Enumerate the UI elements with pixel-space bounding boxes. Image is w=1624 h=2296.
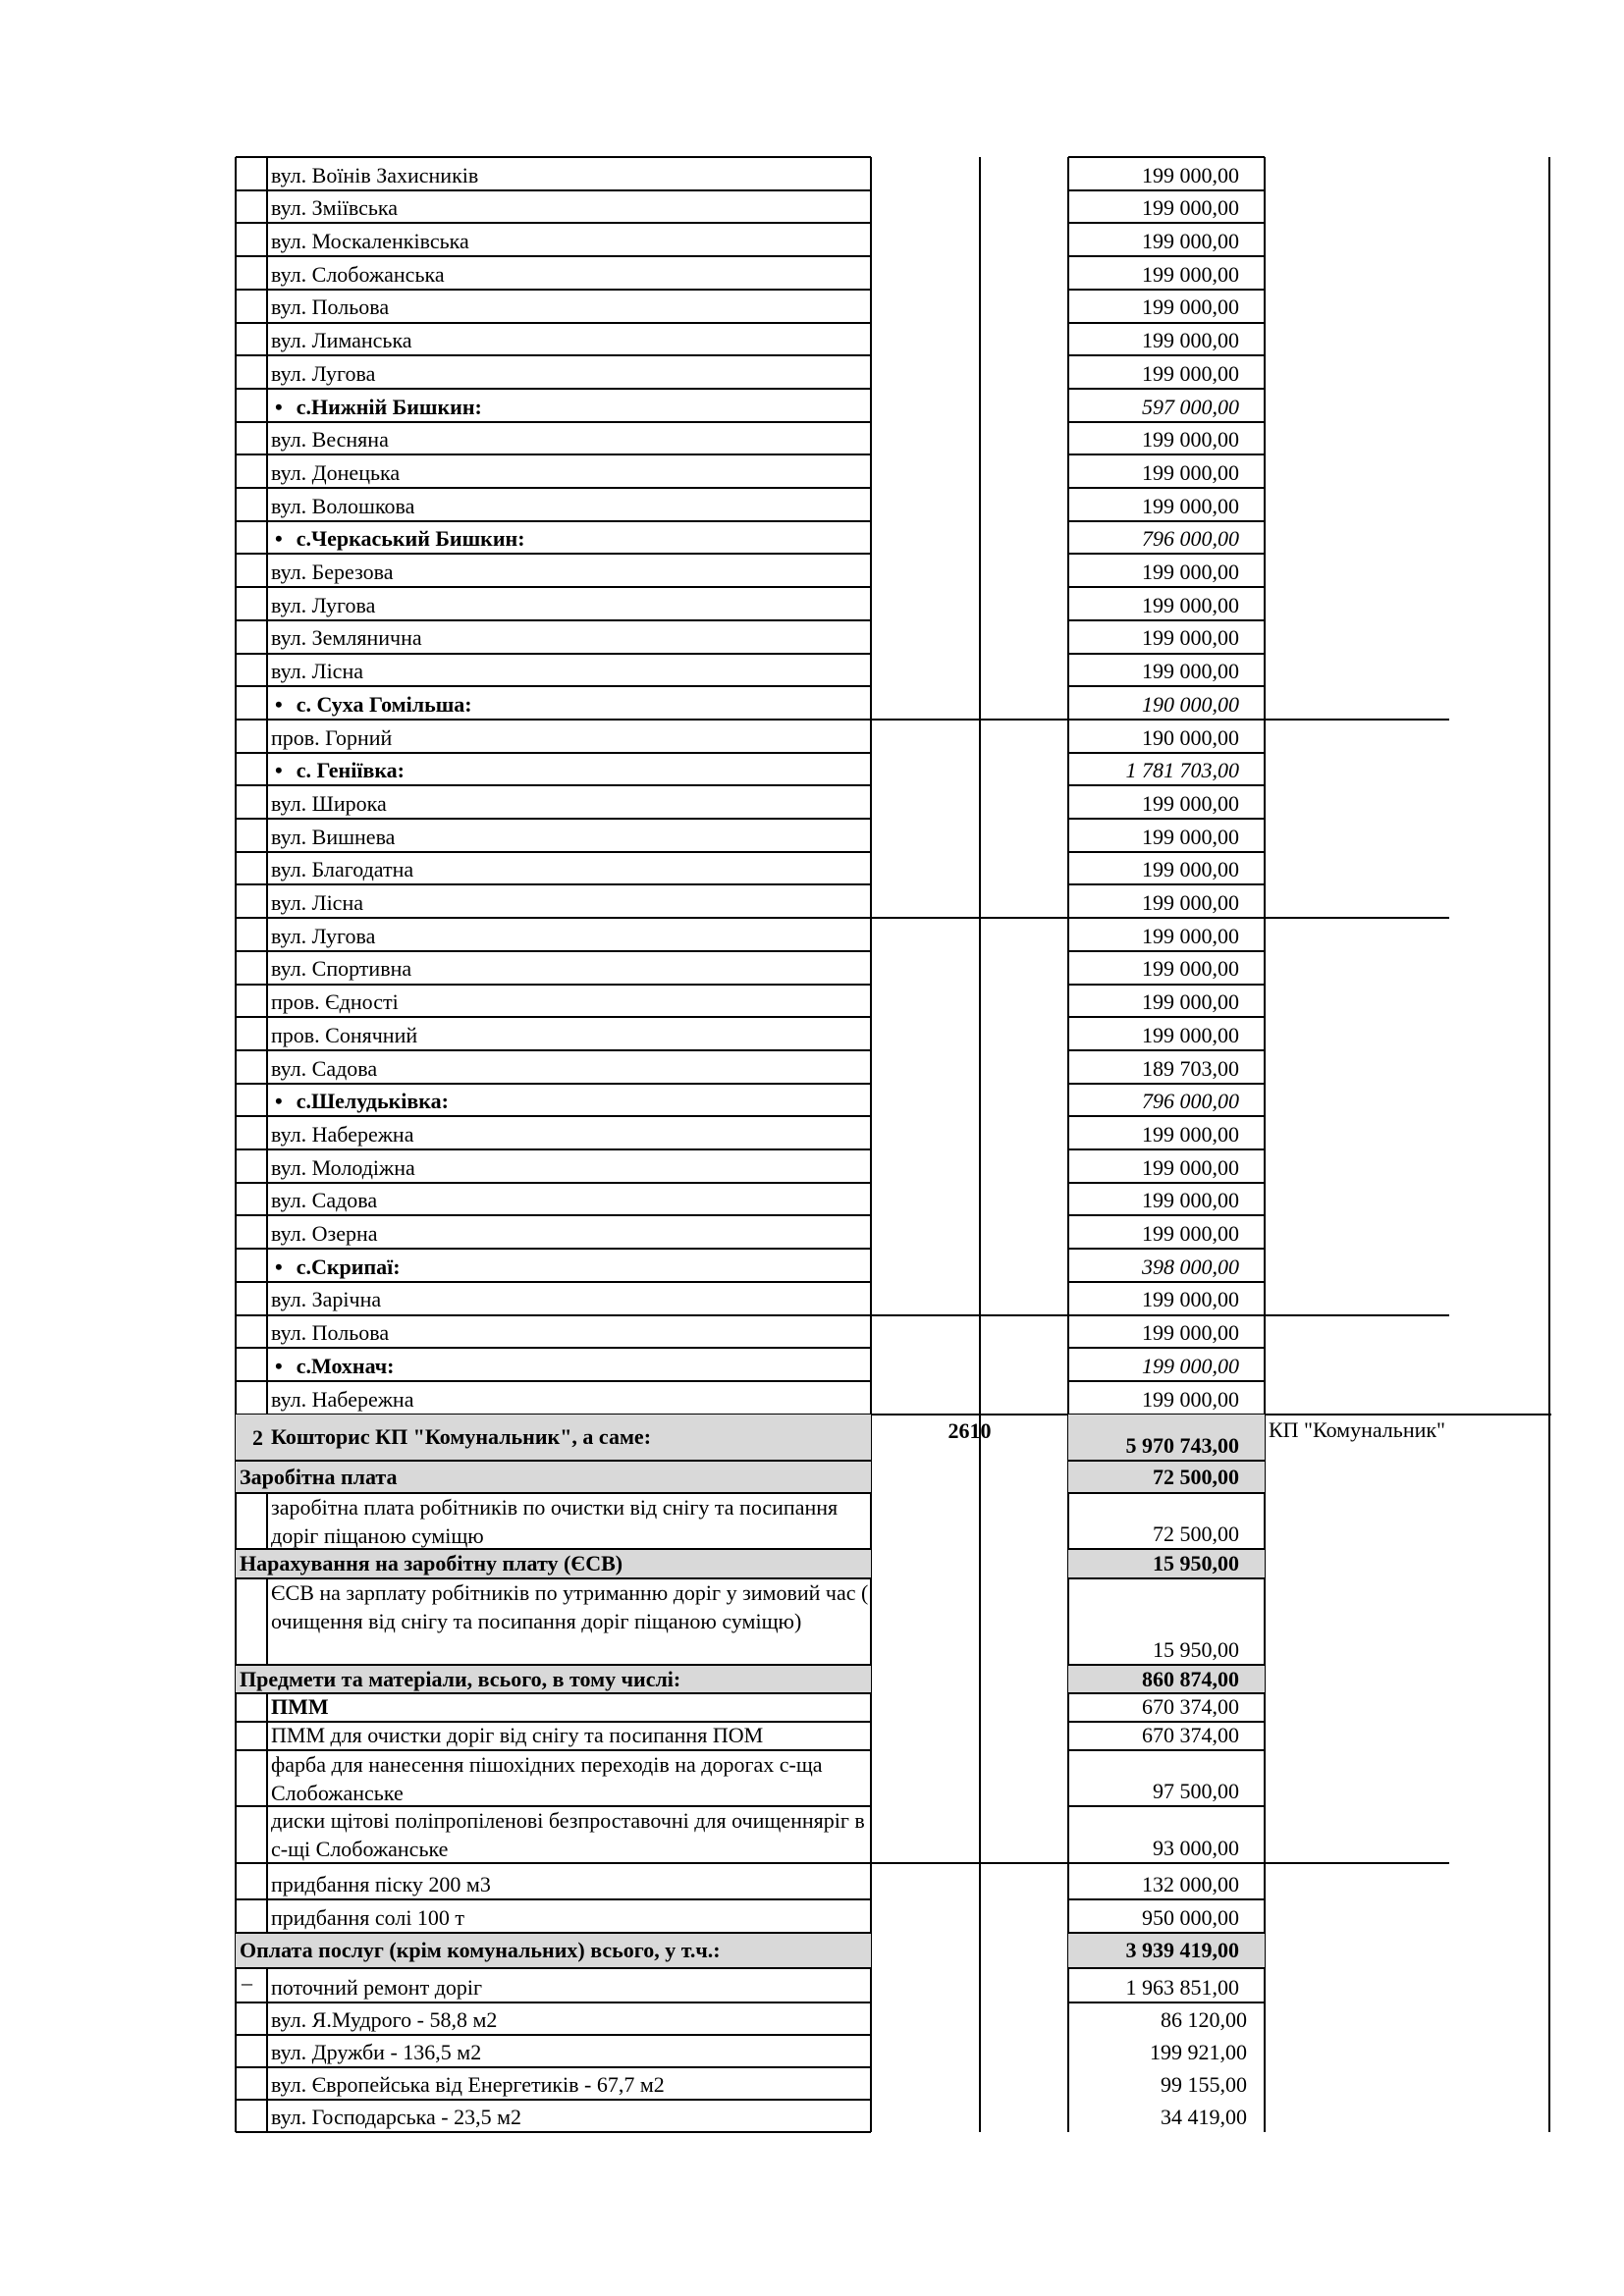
street-amount: 199 000,00 <box>1142 1221 1239 1247</box>
street-name: вул. Польова <box>271 1320 390 1346</box>
grid-line <box>236 1664 871 1666</box>
street-name: вул. Воїнів Захисників <box>271 162 479 187</box>
category-title: Заробітна плата <box>240 1464 398 1489</box>
responsible-org: КП "Комунальник" <box>1268 1416 1446 1442</box>
street-name: вул. Лугова <box>271 923 376 948</box>
item-amount: 670 374,00 <box>1142 1723 1239 1747</box>
section-title: Кошторис КП "Комунальник", а саме: <box>271 1424 652 1450</box>
category-amount: 860 874,00 <box>1142 1666 1239 1691</box>
street-amount: 199 000,00 <box>1142 459 1239 485</box>
village-name: • с. Суха Гомільша: <box>267 686 871 720</box>
street-name: вул. Волошкова <box>271 493 415 518</box>
grid-line <box>266 1968 268 2002</box>
dash-marker: – <box>242 1970 252 1995</box>
category-title: Оплата послуг (крім комунальних) всього, у т.ч.: <box>240 1938 721 1962</box>
grid-line <box>871 917 1068 919</box>
street-amount: 199 000,00 <box>1142 195 1239 221</box>
street-name: вул. Широка <box>271 790 387 816</box>
street-name: вул. Донецька <box>271 459 401 485</box>
street-name: вул. Спортивна <box>271 956 412 982</box>
street-amount: 189 703,00 <box>1142 1055 1239 1081</box>
street-name: вул. Слобожанська <box>271 261 445 287</box>
street-name: вул. Набережна <box>271 1121 414 1147</box>
repair-street-name: вул. Європейська від Енергетиків - 67,7 м2 <box>271 2072 665 2097</box>
street-amount: 199 000,00 <box>1142 1188 1239 1213</box>
grid-line <box>266 1722 268 1750</box>
street-name: пров. Сонячний <box>271 1022 418 1047</box>
grid-line <box>266 2067 268 2100</box>
village-amount: 796 000,00 <box>1142 1089 1239 1114</box>
street-name: вул. Зарічна <box>271 1287 382 1312</box>
street-name: вул. Лугова <box>271 592 376 617</box>
grid-line <box>1265 719 1449 721</box>
grid-line <box>1265 917 1449 919</box>
grid-line <box>236 1548 871 1550</box>
item-amount: 15 950,00 <box>1153 1637 1239 1662</box>
village-amount: 190 000,00 <box>1142 691 1239 717</box>
grid-line <box>266 1578 268 1665</box>
grid-line <box>235 157 237 2132</box>
grid-line <box>236 2034 267 2036</box>
village-amount: 1 781 703,00 <box>1125 758 1239 783</box>
grid-line <box>266 2100 268 2132</box>
street-name: вул. Землянична <box>271 625 422 651</box>
street-amount: 199 000,00 <box>1142 923 1239 948</box>
repair-street-amount: 199 921,00 <box>1150 2040 1247 2064</box>
item-name: заробітна плата робітників по очистки від снігу та посипання доріг піщаною суміщю <box>271 1495 839 1548</box>
section-total: 5 970 743,00 <box>1125 1432 1239 1458</box>
street-amount: 199 000,00 <box>1142 1121 1239 1147</box>
street-amount: 199 000,00 <box>1142 1287 1239 1312</box>
street-name: вул. Польова <box>271 294 390 320</box>
item-name: диски щітові поліпропіленові безпроставочні для очищенняріг в с-щі Слобожанське <box>271 1808 865 1861</box>
street-name: вул. Москаленківська <box>271 229 469 254</box>
grid-line <box>1265 1862 1449 1864</box>
street-amount: 199 000,00 <box>1142 1386 1239 1412</box>
budget-code: 2610 <box>947 1417 992 1443</box>
street-amount: 199 000,00 <box>1142 229 1239 254</box>
repair-street-name: вул. Дружби - 136,5 м2 <box>271 2040 482 2064</box>
street-amount: 199 000,00 <box>1142 560 1239 585</box>
grid-line <box>1549 1414 1551 1415</box>
village-amount: 597 000,00 <box>1142 394 1239 419</box>
street-name: вул. Зміївська <box>271 195 398 221</box>
grid-line <box>266 1493 268 1549</box>
grid-line <box>979 157 981 2132</box>
street-name: вул. Озерна <box>271 1221 378 1247</box>
village-name: • с.Мохнач: <box>267 1348 871 1381</box>
grid-line <box>236 1932 871 1934</box>
village-amount: 796 000,00 <box>1142 526 1239 552</box>
grid-line <box>266 2002 268 2035</box>
item-name: ПММ для очистки доріг від снігу та посипання ПОМ <box>271 1723 764 1747</box>
item-amount: 132 000,00 <box>1142 1872 1239 1896</box>
grid-line <box>266 1750 268 1806</box>
repair-street-name: вул. Я.Мудрого - 58,8 м2 <box>271 2007 498 2032</box>
street-amount: 199 000,00 <box>1142 427 1239 453</box>
grid-line <box>1068 156 1265 158</box>
street-amount: 199 000,00 <box>1142 493 1239 518</box>
section-number: 2 <box>252 1424 263 1450</box>
repair-street-name: вул. Господарська - 23,5 м2 <box>271 2105 522 2129</box>
street-amount: 199 000,00 <box>1142 956 1239 982</box>
grid-line <box>1265 1314 1449 1316</box>
grid-line <box>236 2066 267 2068</box>
street-name: вул. Лісна <box>271 890 363 916</box>
grid-line <box>1265 1414 1549 1415</box>
grid-line <box>266 1693 268 1722</box>
grid-line <box>1548 157 1550 2132</box>
grid-line <box>236 2131 267 2133</box>
repair-street-amount: 99 155,00 <box>1161 2072 1247 2097</box>
grid-line <box>266 1806 268 1863</box>
item-amount: 72 500,00 <box>1153 1522 1239 1546</box>
grid-line <box>236 156 871 158</box>
street-amount: 199 000,00 <box>1142 824 1239 849</box>
village-name: • с.Черкаський Бишкин: <box>267 521 871 555</box>
grid-line <box>266 1863 268 1899</box>
street-amount: 199 000,00 <box>1142 1154 1239 1180</box>
street-amount: 199 000,00 <box>1142 162 1239 187</box>
category-title: Нарахування на заробітну плату (ЄСВ) <box>240 1551 623 1575</box>
village-name: • с.Скрипаї: <box>267 1249 871 1282</box>
item-amount: 97 500,00 <box>1153 1779 1239 1803</box>
grid-line <box>871 1314 1068 1316</box>
grid-line <box>1068 1460 1265 1462</box>
grid-line <box>1068 1932 1265 1934</box>
village-amount: 199 000,00 <box>1142 1353 1239 1378</box>
street-amount: 199 000,00 <box>1142 625 1239 651</box>
village-name: • с. Геніївка: <box>267 753 871 786</box>
street-amount: 199 000,00 <box>1142 857 1239 882</box>
street-name: вул. Весняна <box>271 427 389 453</box>
category-amount: 15 950,00 <box>1153 1551 1239 1575</box>
item-amount: 93 000,00 <box>1153 1836 1239 1860</box>
street-amount: 199 000,00 <box>1142 790 1239 816</box>
item-name: фарба для нанесення пішохідних переходів на дорогах с-ща Слобожанське <box>271 1752 823 1805</box>
street-amount: 199 000,00 <box>1142 328 1239 353</box>
grid-line <box>1068 1664 1265 1666</box>
village-name: • с.Нижній Бишкин: <box>267 389 871 422</box>
street-name: пров. Єдності <box>271 989 399 1015</box>
grid-line <box>266 2035 268 2067</box>
street-amount: 190 000,00 <box>1142 724 1239 750</box>
grid-line <box>266 1899 268 1933</box>
street-name: вул. Садова <box>271 1188 378 1213</box>
street-name: вул. Березова <box>271 560 394 585</box>
item-name: придбання піску 200 м3 <box>271 1872 491 1896</box>
grid-line <box>266 157 268 1415</box>
street-amount: 199 000,00 <box>1142 890 1239 916</box>
repair-street-amount: 34 419,00 <box>1161 2105 1247 2129</box>
grid-line <box>871 1862 1068 1864</box>
street-name: вул. Лиманська <box>271 328 412 353</box>
grid-line <box>871 1414 1068 1415</box>
street-amount: 199 000,00 <box>1142 261 1239 287</box>
street-name: вул. Лісна <box>271 659 363 684</box>
repair-street-amount: 86 120,00 <box>1161 2007 1247 2032</box>
grid-line <box>871 719 1068 721</box>
street-amount: 199 000,00 <box>1142 1320 1239 1346</box>
item-name: придбання солі 100 т <box>271 1905 465 1930</box>
village-name: • с.Шелудьківка: <box>267 1084 871 1117</box>
street-name: вул. Вишнева <box>271 824 396 849</box>
grid-line <box>1068 1548 1265 1550</box>
street-name: вул. Молодіжна <box>271 1154 415 1180</box>
category-title: Предмети та матеріали, всього, в тому числі: <box>240 1666 681 1691</box>
street-amount: 199 000,00 <box>1142 294 1239 320</box>
village-amount: 398 000,00 <box>1142 1254 1239 1279</box>
street-name: пров. Горний <box>271 724 393 750</box>
street-amount: 199 000,00 <box>1142 659 1239 684</box>
item-name: ЄСВ на зарплату робітників по утриманню доріг у зимовий час ( очищення від снігу та посипання доріг піщаною суміщю) <box>271 1580 869 1633</box>
subcategory-title: ПММ <box>271 1694 329 1719</box>
item-amount: 670 374,00 <box>1142 1694 1239 1719</box>
street-amount: 199 000,00 <box>1142 360 1239 386</box>
street-amount: 199 000,00 <box>1142 989 1239 1015</box>
grid-line <box>236 2099 267 2101</box>
item-amount: 950 000,00 <box>1142 1905 1239 1930</box>
street-name: вул. Набережна <box>271 1386 414 1412</box>
item-name: поточний ремонт доріг <box>271 1975 483 2000</box>
grid-line <box>236 1460 871 1462</box>
street-name: вул. Благодатна <box>271 857 414 882</box>
street-amount: 199 000,00 <box>1142 1022 1239 1047</box>
category-amount: 3 939 419,00 <box>1125 1938 1239 1962</box>
street-name: вул. Лугова <box>271 360 376 386</box>
item-amount: 1 963 851,00 <box>1125 1975 1239 2000</box>
grid-line <box>267 2131 871 2133</box>
category-amount: 72 500,00 <box>1153 1464 1239 1489</box>
street-amount: 199 000,00 <box>1142 592 1239 617</box>
street-name: вул. Садова <box>271 1055 378 1081</box>
